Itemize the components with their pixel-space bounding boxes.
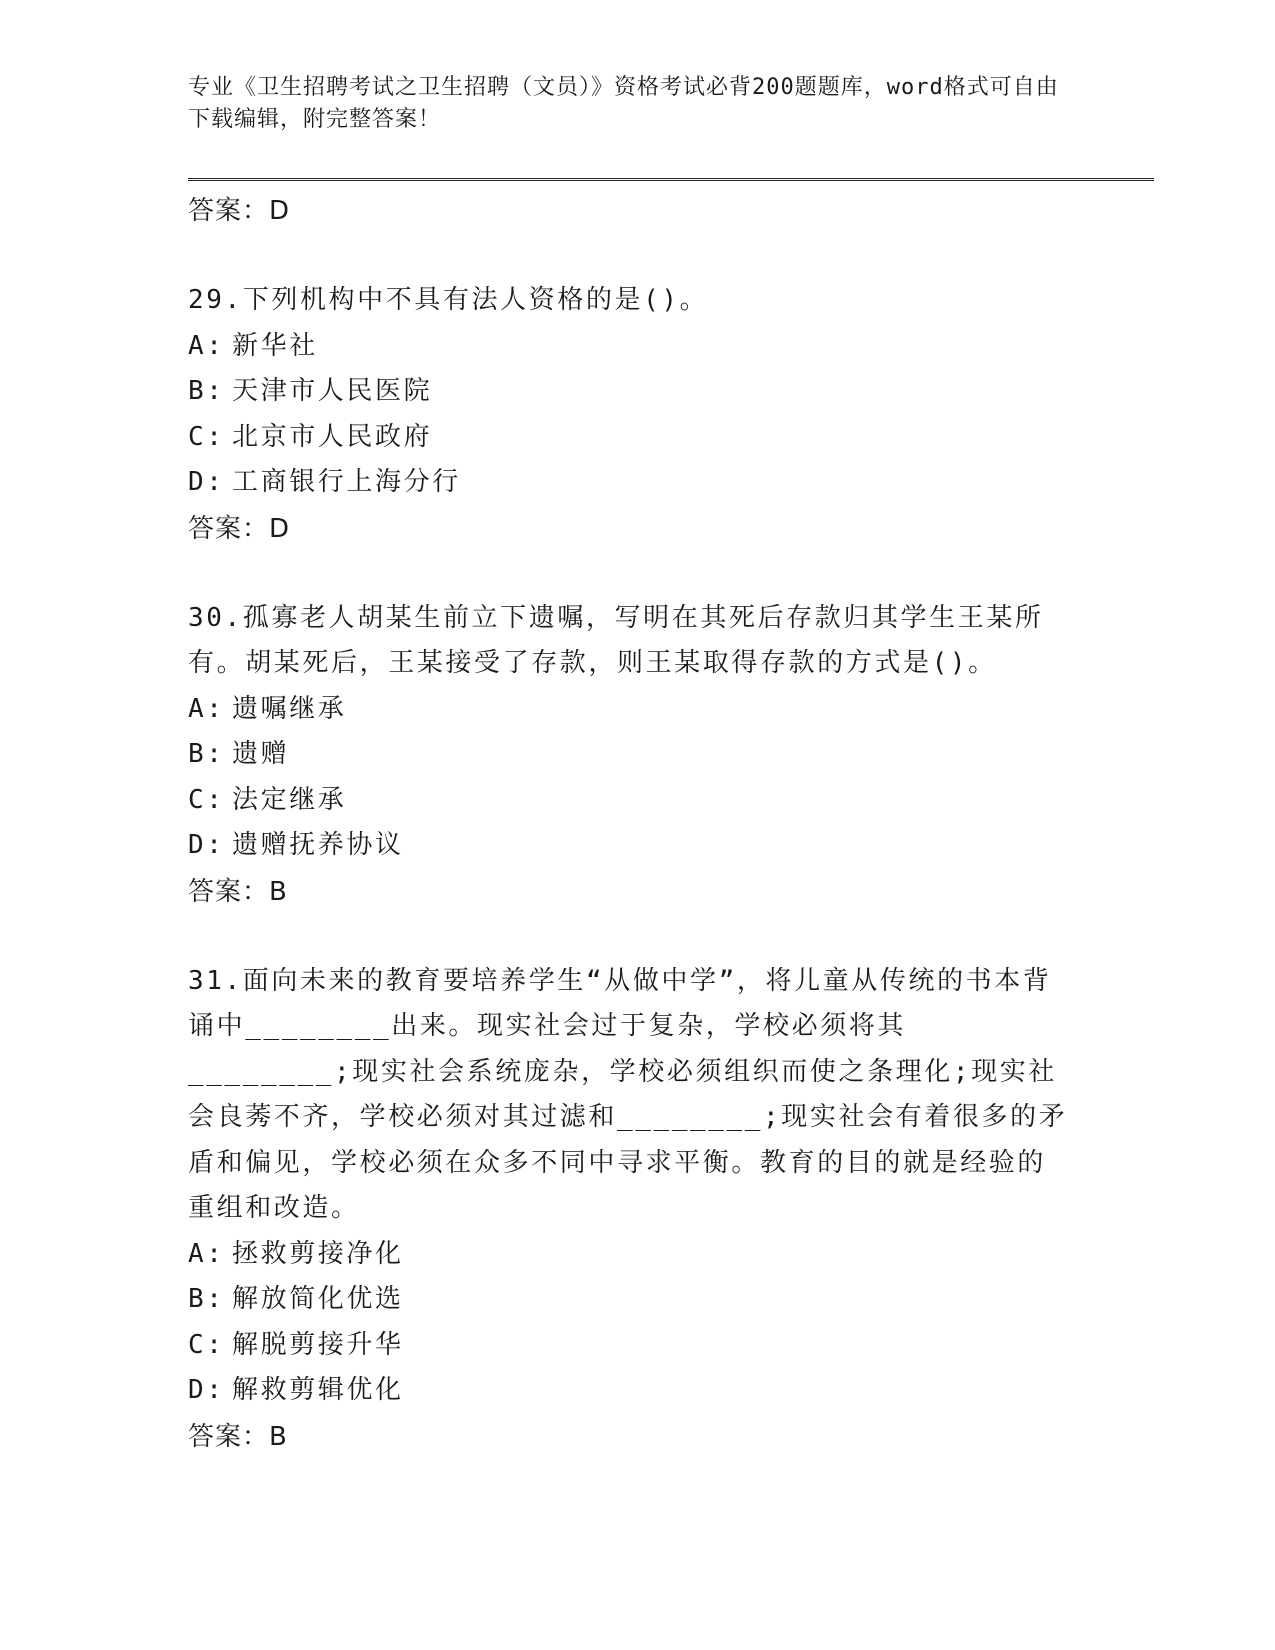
option-text: 拯救剪接净化 [232, 1238, 404, 1269]
option-key: C: [188, 1329, 225, 1360]
option-text: 遗嘱继承 [232, 693, 347, 724]
option-key: A: [188, 1238, 225, 1269]
option-text: 北京市人民政府 [232, 421, 433, 452]
option-c [188, 778, 1088, 824]
option-d [188, 823, 1088, 869]
option-text: 遗赠抚养协议 [232, 830, 404, 860]
question-stem: 31.面向未来的教育要培养学生“从做中学”，将儿童从传统的书本背诵中________出来。现实社会过于复杂，学校必须将其________;现实社会系统庞杂，学校必须组织而使之条理化;现实社会良莠不齐，学校必须对其过滤和________;现实社会有着很多的矛盾和偏见，学校必须在众多不同中寻求平衡。教育的目的就是经验的重组和改造。 [188, 965, 1068, 1223]
page-header: 专业《卫生招聘考试之卫生招聘（文员）》资格考试必背200题题库，word格式可自由下载编辑，附完整答案！ [188, 75, 1059, 132]
question-stem: 29.下列机构中不具有法人资格的是()。 [188, 285, 709, 315]
option-text: 解放简化优选 [232, 1284, 404, 1314]
option-text: 解脱剪接升华 [232, 1329, 404, 1360]
option-text: 新华社 [232, 330, 318, 361]
option-key: D: [188, 467, 225, 497]
option-a [188, 1232, 1088, 1278]
option-a [188, 687, 1088, 733]
option-text: 解救剪辑优化 [232, 1375, 404, 1405]
option-d [188, 1368, 1088, 1414]
option-c [188, 415, 1088, 461]
option-key: A: [188, 330, 225, 361]
answer-line: 答案：B [188, 876, 288, 907]
question-31 [188, 959, 1088, 1460]
answer-line: 答案：D [188, 196, 291, 226]
option-key: C: [188, 784, 225, 815]
header-divider [188, 178, 1154, 181]
option-key: A: [188, 693, 225, 724]
option-key: B: [188, 739, 225, 769]
option-text: 天津市人民医院 [232, 376, 433, 406]
question-30 [188, 596, 1088, 915]
option-text: 法定继承 [232, 784, 347, 815]
option-text: 遗赠 [232, 739, 290, 769]
option-a [188, 324, 1088, 370]
question-stem: 30.孤寡老人胡某生前立下遗嘱，写明在其死后存款归其学生王某所有。胡某死后，王某接受了存款，则王某取得存款的方式是()。 [188, 602, 1044, 678]
option-c [188, 1323, 1088, 1369]
answer-line: 答案：D [188, 513, 291, 544]
option-text: 工商银行上海分行 [232, 467, 461, 497]
question-list [188, 188, 1088, 1460]
option-b [188, 369, 1088, 415]
option-b [188, 732, 1088, 778]
answer-line: 答案：B [188, 1421, 288, 1452]
option-key: B: [188, 1284, 225, 1314]
option-d [188, 460, 1088, 506]
option-key: B: [188, 376, 225, 406]
option-key: D: [188, 1375, 225, 1405]
question-29 [188, 278, 1088, 552]
option-b [188, 1277, 1088, 1323]
option-key: D: [188, 830, 225, 860]
option-key: C: [188, 421, 225, 452]
